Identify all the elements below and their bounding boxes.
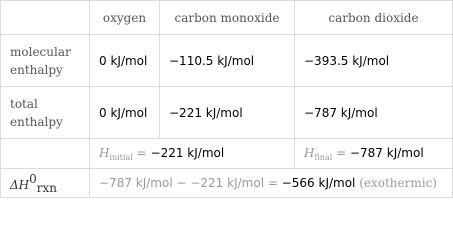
row-label-line: molecular — [10, 44, 71, 59]
total-enthalpy-row — [1, 87, 453, 139]
row-label-line: enthalpy — [10, 114, 63, 129]
reaction-enthalpy-label — [1, 169, 90, 198]
column-header-carbon-monoxide: carbon monoxide — [160, 1, 295, 35]
initial-subscript: initial — [109, 152, 133, 162]
molecular-enthalpy-oxygen: 0 kJ/mol — [90, 35, 160, 87]
molecular-enthalpy-carbon-monoxide: −110.5 kJ/mol — [160, 35, 295, 87]
row-label-line: total — [10, 96, 38, 111]
final-symbol: H — [304, 145, 315, 160]
standard-state-superscript: 0 — [29, 171, 37, 186]
total-enthalpy-oxygen: 0 kJ/mol — [90, 87, 160, 139]
column-header-oxygen: oxygen — [90, 1, 160, 35]
empty-label-cell — [1, 139, 90, 169]
reaction-enthalpy-result: −566 kJ/mol — [281, 176, 356, 190]
column-header-carbon-dioxide: carbon dioxide — [295, 1, 453, 35]
row-label-molecular-enthalpy — [1, 35, 90, 87]
molecular-enthalpy-row — [1, 35, 453, 87]
row-label-line: enthalpy — [10, 62, 63, 77]
final-enthalpy-cell — [295, 139, 453, 169]
exothermic-note: (exothermic) — [355, 176, 437, 190]
rxn-subscript: rxn — [36, 180, 58, 195]
total-enthalpy-carbon-monoxide: −221 kJ/mol — [160, 87, 295, 139]
reaction-expression: −787 kJ/mol − −221 kJ/mol = — [99, 176, 282, 190]
row-label-total-enthalpy — [1, 87, 90, 139]
initial-enthalpy-cell — [90, 139, 295, 169]
final-enthalpy-value: −787 kJ/mol — [349, 145, 424, 160]
initial-equals: = — [132, 145, 151, 160]
initial-final-row — [1, 139, 453, 169]
delta-h-symbol: ΔH — [10, 177, 30, 192]
molecular-enthalpy-carbon-dioxide: −393.5 kJ/mol — [295, 35, 453, 87]
reaction-enthalpy-calculation — [90, 169, 453, 198]
initial-enthalpy-value: −221 kJ/mol — [150, 145, 225, 160]
initial-symbol: H — [99, 145, 110, 160]
final-subscript: final — [314, 152, 333, 162]
corner-cell — [1, 1, 90, 35]
final-equals: = — [332, 145, 350, 160]
reaction-enthalpy-row — [1, 169, 453, 198]
total-enthalpy-carbon-dioxide: −787 kJ/mol — [295, 87, 453, 139]
header-row — [1, 1, 453, 35]
